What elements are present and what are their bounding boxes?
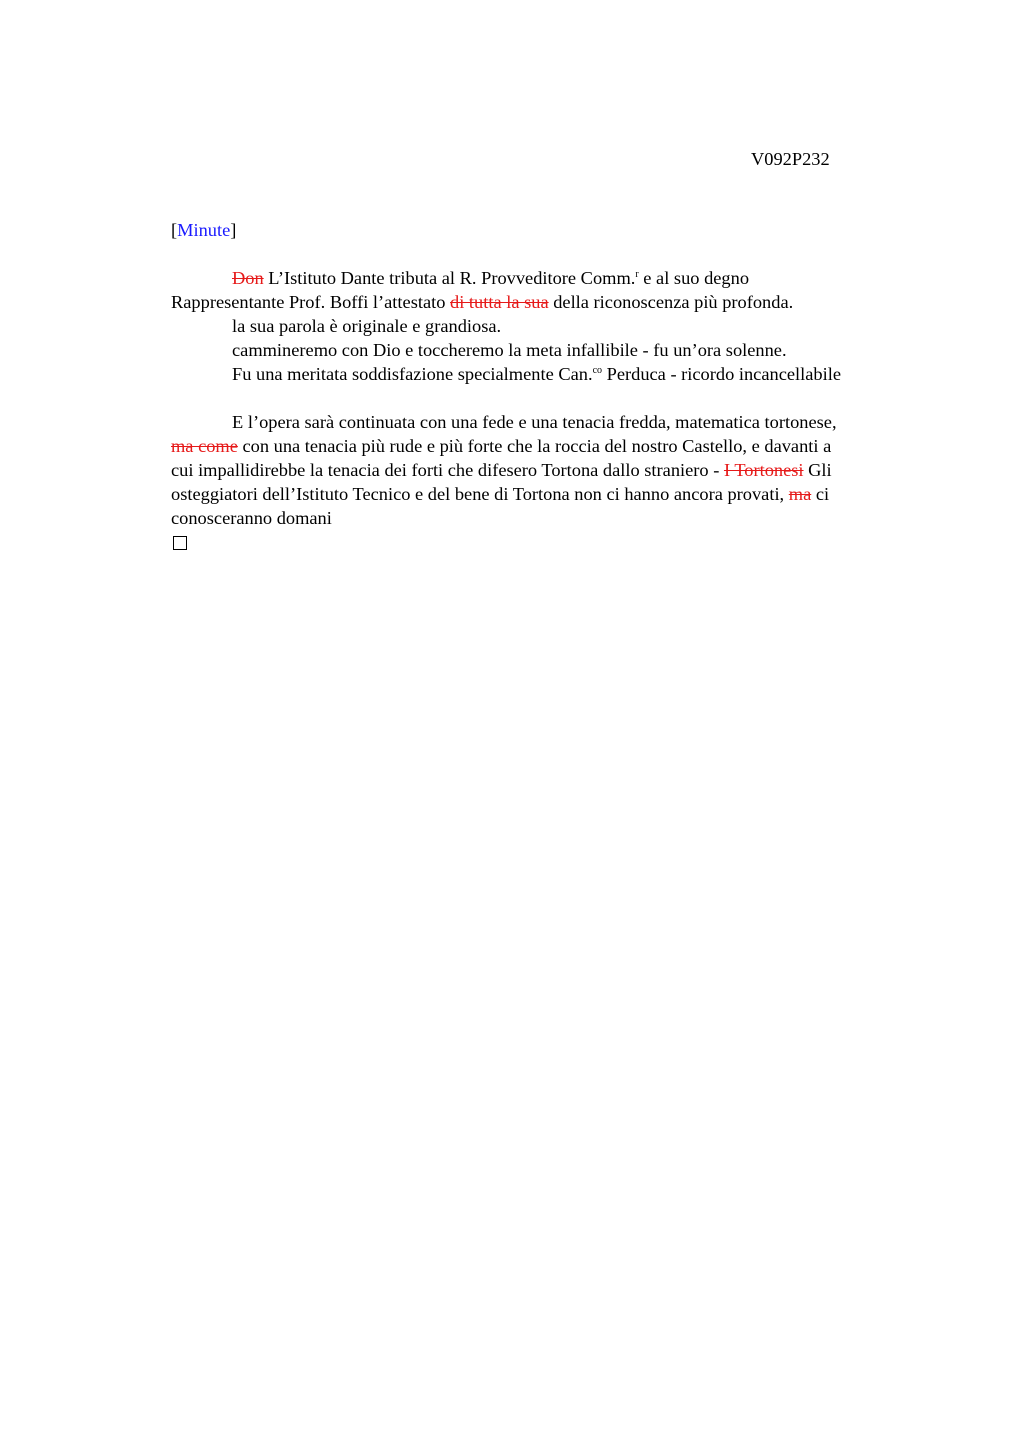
text-line bbox=[171, 290, 921, 314]
superscript: r bbox=[635, 269, 639, 280]
minute-tag: Minute bbox=[177, 220, 231, 240]
line-tail: Perduca - ricordo incancellabile bbox=[602, 364, 841, 384]
line-tail: ci bbox=[811, 484, 830, 504]
line-text: osteggiatori dell’Istituto Tecnico e del bene di Tortona non ci hanno ancora provati, bbox=[171, 484, 789, 504]
open-bracket: [ bbox=[171, 220, 178, 240]
page-identifier: V092P232 bbox=[751, 149, 830, 169]
line-text: Rappresentante Prof. Boffi l’attestato bbox=[171, 292, 451, 312]
deleted-text: Don bbox=[232, 268, 264, 288]
line-tail: e al suo degno bbox=[638, 268, 750, 288]
deleted-text: ma come bbox=[171, 436, 238, 456]
superscript: co bbox=[592, 365, 603, 376]
text-line: cammineremo con Dio e toccheremo la meta infallibile - fu un’ora solenne. bbox=[232, 340, 787, 360]
line-text: L’Istituto Dante tributa al R. Provveditore Comm. bbox=[263, 268, 636, 288]
text-line bbox=[171, 266, 921, 290]
paragraph-dedication bbox=[171, 266, 921, 314]
text-line bbox=[171, 434, 921, 458]
deleted-text: I Tortonesi bbox=[723, 460, 804, 480]
line-tail: Gli bbox=[803, 460, 832, 480]
line-text: cui impallidirebbe la tenacia dei forti che difesero Tortona dallo straniero - bbox=[171, 460, 724, 480]
paragraph-continuation bbox=[171, 410, 921, 530]
text-line bbox=[171, 362, 921, 386]
deleted-text: di tutta la sua bbox=[450, 292, 549, 312]
document-body bbox=[171, 218, 921, 550]
line-tail: con una tenacia più rude e più forte che la roccia del nostro Castello, e davanti a bbox=[237, 436, 832, 456]
paragraph-gap bbox=[171, 386, 921, 410]
text-line: la sua parola è originale e grandiosa. bbox=[232, 316, 502, 336]
checkbox-icon bbox=[173, 536, 187, 550]
deleted-text: ma bbox=[788, 484, 812, 504]
line-text: Fu una meritata soddisfazione specialmente Can. bbox=[232, 364, 593, 384]
text-line bbox=[171, 482, 921, 506]
section-header bbox=[171, 218, 921, 242]
text-line: E l’opera sarà continuata con una fede e una tenacia fredda, matematica tortonese, bbox=[232, 412, 837, 432]
text-line: conosceranno domani bbox=[171, 508, 332, 528]
line-tail: della riconoscenza più profonda. bbox=[548, 292, 794, 312]
text-line bbox=[171, 458, 921, 482]
close-bracket: ] bbox=[230, 220, 237, 240]
